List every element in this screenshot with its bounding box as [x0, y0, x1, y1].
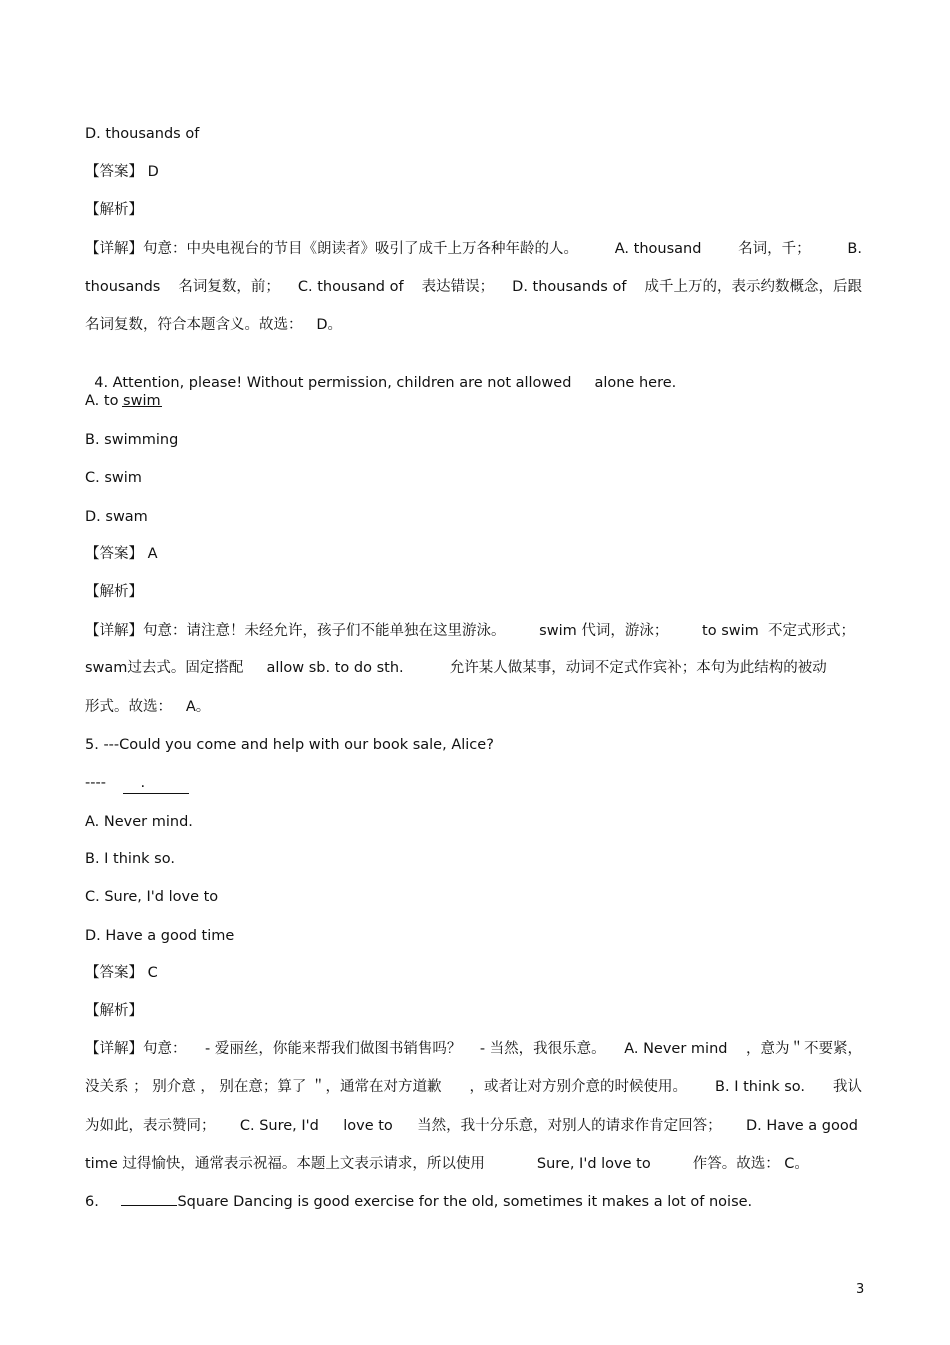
q4-option-a: A. to swim [85, 393, 161, 409]
q3-analysis-label: 【解析】 [85, 202, 143, 218]
q5-detail-line-2: 没关系 ； 别介意 ， 别在意；算了 ＂，通常在对方道歉 ，或者让对方别介意的时候使用。 B. I think so. 我认 [85, 1079, 862, 1095]
q6-answer-blank[interactable] [121, 1205, 177, 1206]
q3-detail-line-1: 【详解】句意：中央电视台的节目《朗读者》吸引了成千上万各种年龄的人。 A. thousand 名词，千； B. [85, 241, 862, 257]
q5-option-c: C. Sure, I'd love to [85, 889, 219, 905]
q6-stem: 6. Square Dancing is good exercise for the old, sometimes it makes a lot of noise. [85, 1194, 753, 1210]
q4-analysis-label: 【解析】 [85, 584, 143, 600]
q4-option-c: C. swim [85, 470, 142, 486]
q4-option-b: B. swimming [85, 432, 179, 448]
q4-answer: 【答案】 A [85, 546, 158, 562]
q3-detail-line-2: thousands 名词复数，前； C. thousand of 表达错误； D. thousands of 成千上万的，表示约数概念，后跟 [85, 279, 862, 295]
q5-detail-line-3: 为如此，表示赞同； C. Sure, I'd love to 当然，我十分乐意，对别人的请求作肯定回答； D. Have a good [85, 1118, 858, 1134]
q3-answer: 【答案】 D [85, 164, 159, 180]
q3-detail-line-3: 名词复数，符合本题含义。故选： D。 [85, 317, 342, 333]
q3-option-d: D. thousands of [85, 126, 200, 142]
q5-option-a: A. Never mind. [85, 814, 193, 830]
q4-detail-line-2: swam过去式。固定搭配 allow sb. to do sth. 允许某人做某事，动词不定式作宾补；本句为此结构的被动 [85, 660, 827, 676]
q5-answer-blank[interactable]: . [123, 773, 189, 794]
q5-option-d: D. Have a good time [85, 928, 235, 944]
q5-stem: 5. ---Could you come and help with our book sale, Alice? [85, 737, 494, 753]
q5-reply: ---- . [85, 773, 189, 794]
q4-detail-line-3: 形式。故选： A。 [85, 699, 211, 715]
q4-option-d: D. swam [85, 509, 148, 525]
page-number: 3 [856, 1282, 865, 1297]
q5-detail-line-1: 【详解】句意： - 爱丽丝，你能来帮我们做图书销售吗？ - 当然，我很乐意。 A. Never mind ，意为＂不要紧， [85, 1041, 862, 1057]
q4-detail-line-1: 【详解】句意：请注意！未经允许，孩子们不能单独在这里游泳。 swim 代词，游泳； to swim 不定式形式； [85, 623, 855, 639]
q4-stem: 4. Attention, please! Without permission, children are not allowed alone here. [85, 353, 676, 413]
q5-detail-line-4: time 过得愉快，通常表示祝福。本题上文表示请求，所以使用 Sure, I'd love to 作答。故选： C。 [85, 1156, 809, 1172]
q5-answer: 【答案】 C [85, 965, 158, 981]
q5-analysis-label: 【解析】 [85, 1003, 143, 1019]
q5-option-b: B. I think so. [85, 851, 175, 867]
